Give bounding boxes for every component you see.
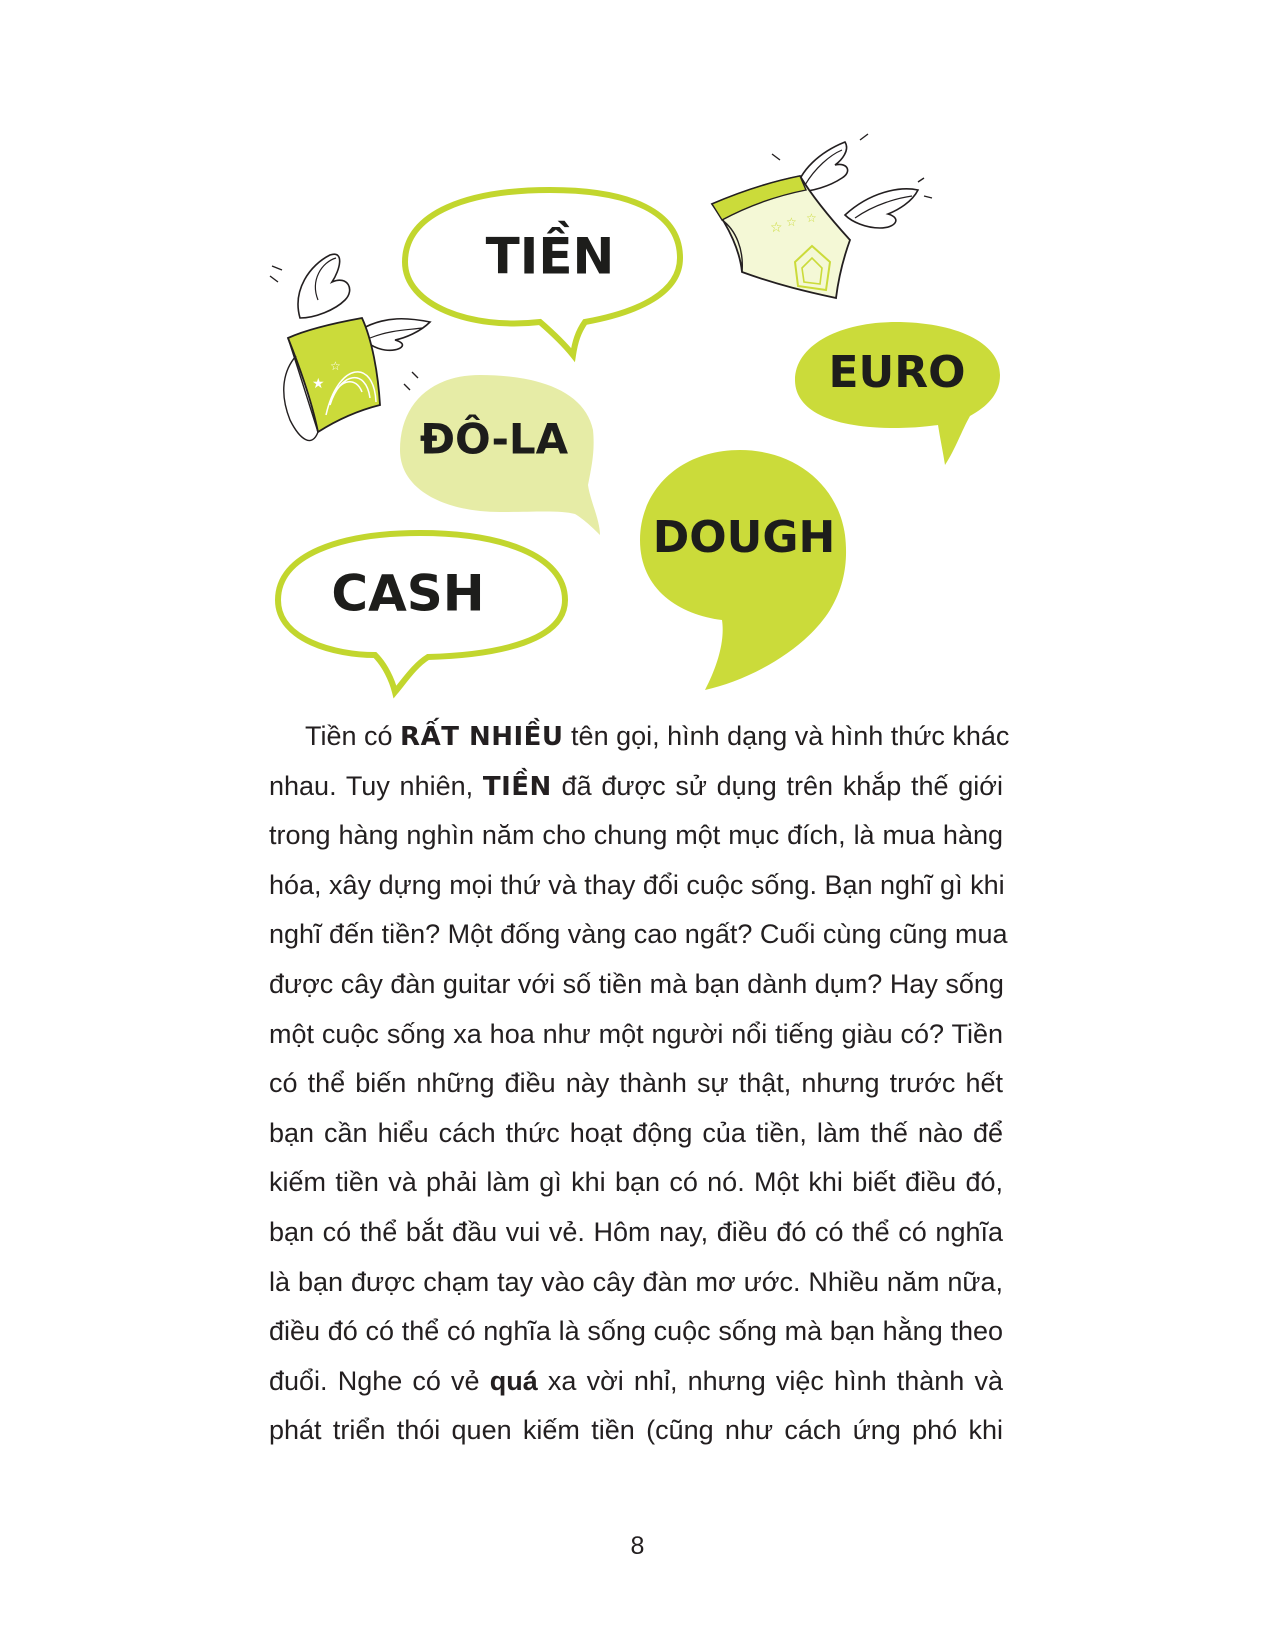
speech-bubble-tien [405, 190, 680, 355]
bubble-word-dola: ĐÔ-LA [419, 414, 569, 464]
paragraph-line: nghĩ đến tiền? Một đống vàng cao ngất? Cuối cùng cũng mua [269, 919, 1008, 950]
paragraph-line [269, 712, 1010, 762]
paragraph-line: bạn cần hiểu cách thức hoạt động của tiền, làm thế nào để [269, 1117, 1003, 1148]
paragraph-line: điều đó có thể có nghĩa là sống cuộc sống mà bạn hằng theo [269, 1316, 1003, 1347]
paragraph-line: là bạn được chạm tay vào cây đàn mơ ước. Nhiều năm nữa, [269, 1266, 1003, 1297]
svg-text:★: ★ [312, 376, 325, 392]
paragraph-line: được cây đàn guitar với số tiền mà bạn dành dụm? Hay sống [269, 968, 1004, 999]
bubble-word-euro: EURO [828, 347, 966, 398]
svg-text:☆: ☆ [806, 211, 817, 225]
paragraph-line: kiếm tiền và phải làm gì khi bạn có nó. Một khi biết điều đó, [269, 1167, 1003, 1198]
speech-bubble-euro [795, 322, 1000, 465]
bubble-word-dough: DOUGH [652, 512, 836, 563]
emphasis-caps: TIỀN [482, 771, 552, 802]
line-text: đuổi. Nghe có vẻ [269, 1365, 490, 1396]
flying-banknote-right-icon [712, 134, 932, 298]
emphasis-caps: RẤT NHIỀU [400, 722, 564, 752]
line-text: nhau. Tuy nhiên, [269, 770, 483, 801]
paragraph-line: bạn có thể bắt đầu vui vẻ. Hôm nay, điều đó có thể có nghĩa [269, 1216, 1003, 1247]
speech-bubble-illustration [0, 0, 1275, 700]
paragraph-line: phát triển thói quen kiếm tiền (cũng như cách ứng phó khi [269, 1415, 1003, 1446]
bubble-word-tien: TIỀN [485, 227, 615, 286]
paragraph-line: hóa, xây dựng mọi thứ và thay đổi cuộc sống. Bạn nghĩ gì khi [269, 869, 1005, 900]
svg-text:☆: ☆ [330, 359, 341, 373]
paragraph-line: trong hàng nghìn năm cho chung một mục đích, là mua hàng [269, 820, 1003, 851]
paragraph-line: một cuộc sống xa hoa như một người nổi tiếng giàu có? Tiền [269, 1018, 1003, 1049]
line-text: tên gọi, hình dạng và hình thức khác [563, 721, 1010, 751]
speech-bubble-dola [400, 375, 600, 535]
emphasis-bold: quá [489, 1365, 538, 1396]
speech-bubble-cash [278, 533, 565, 692]
body-paragraph [269, 712, 1010, 1456]
line-text: Tiền có [305, 721, 401, 751]
page-number: 8 [630, 1532, 645, 1560]
paragraph-line: có thể biến những điều này thành sự thật, nhưng trước hết [269, 1068, 1003, 1099]
paragraph-line [269, 1357, 1003, 1407]
bubble-word-cash: CASH [331, 564, 485, 623]
paragraph-line [269, 762, 1003, 812]
speech-bubble-dough [640, 450, 846, 690]
svg-text:☆: ☆ [770, 220, 783, 236]
flying-banknote-left-icon [270, 254, 430, 440]
svg-text:☆: ☆ [786, 215, 797, 229]
line-text: xa vời nhỉ, nhưng việc hình thành và [537, 1365, 1003, 1396]
line-text: đã được sử dụng trên khắp thế giới [551, 770, 1004, 801]
